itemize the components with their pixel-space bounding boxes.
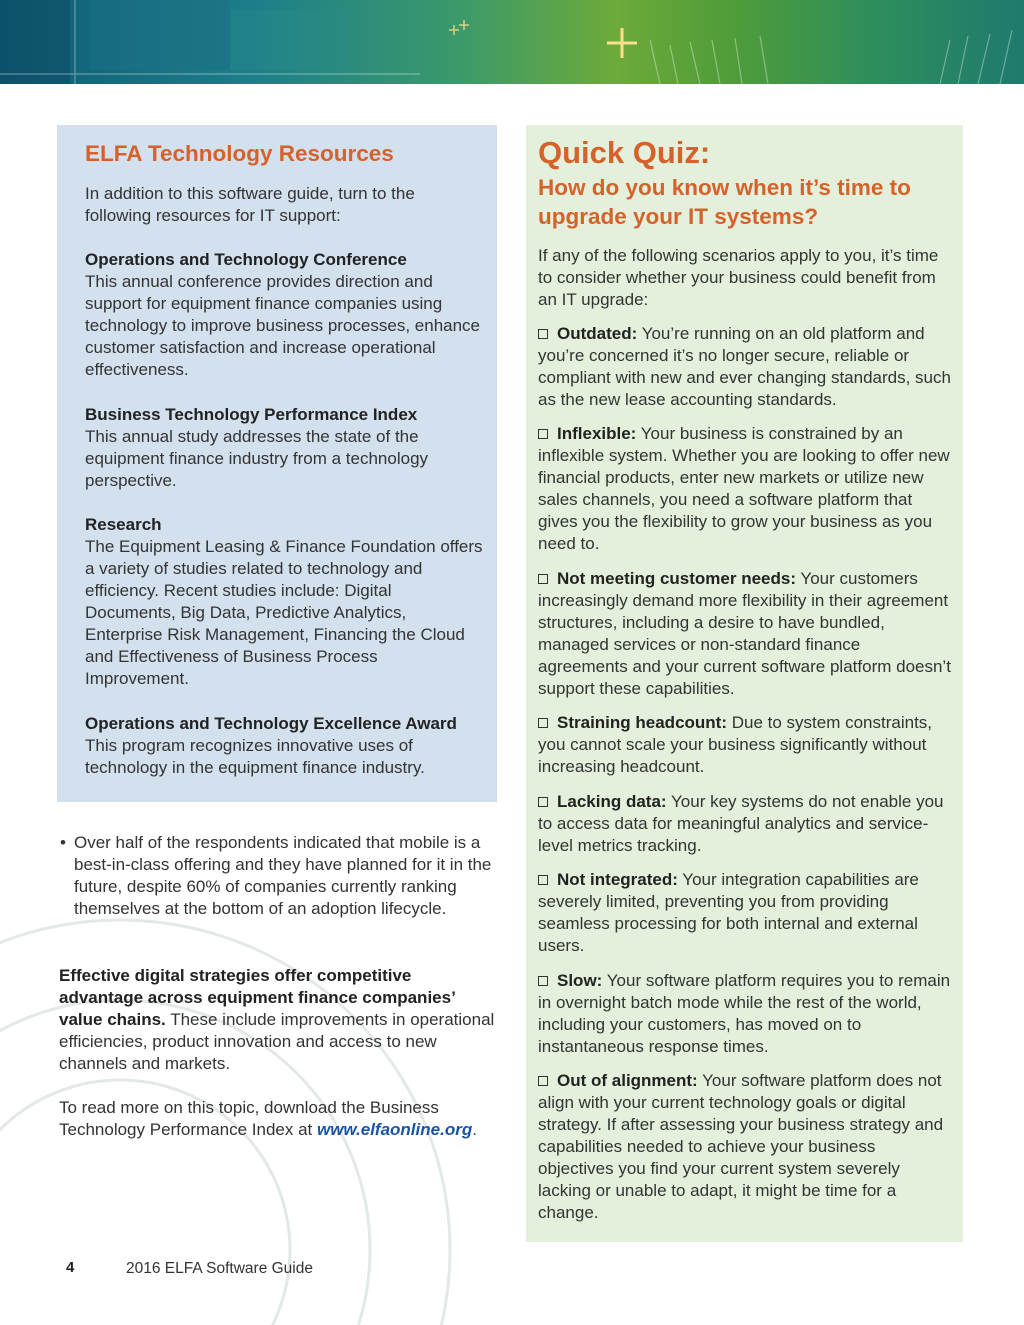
header-banner: [0, 0, 1024, 84]
resource-heading: Operations and Technology Conference: [85, 250, 407, 269]
quiz-item-text: You’re running on an old platform and you’re concerned it’s no longer secure, reliable or compliant with new and ever changing standards, such as the new lease accounting standards.: [538, 324, 951, 409]
resource-item: [85, 514, 485, 690]
quiz-title: Quick Quiz:: [538, 135, 711, 170]
tech-resources-intro: In addition to this software guide, turn to the following resources for IT support:: [85, 184, 415, 225]
resource-body: This annual conference provides direction and support for equipment finance companies using technology to improve business processes, enhance customer satisfaction and increase operational effectiveness.: [85, 272, 481, 379]
checkbox-icon: [538, 1076, 548, 1086]
bullet-text: Over half of the respondents indicated that mobile is a best-in-class offering and they have planned for it in the future, despite 60% of companies currently ranking themselves at the bottom of an adoption lifecycle.: [74, 833, 492, 918]
mobile-bullet: [60, 832, 500, 920]
bullet-marker: •: [60, 833, 66, 852]
resource-body: This annual study addresses the state of the equipment finance industry from a technology perspective.: [85, 427, 429, 490]
quiz-item-text: Your software platform does not align with your current technology goals or digital strategy. If after assessing your business strategy and capabilities needed to achieve your business objectives you find your current system severely lacking or unable to adapt, it might be time for a change.: [538, 1071, 944, 1222]
quiz-item-text: Your customers increasingly demand more flexibility in their agreement structures, including a desire to have bundled, managed services or non-standard finance agreements and your current software platform doesn’t support these capabilities.: [538, 569, 951, 698]
resource-heading: Business Technology Performance Index: [85, 405, 418, 424]
strategies-text: These include improvements in operational efficiencies, product innovation and access to new channels and markets.: [59, 1010, 495, 1073]
footer-title: 2016 ELFA Software Guide: [126, 1260, 313, 1277]
resource-body: The Equipment Leasing & Finance Foundation offers a variety of studies related to technology and efficiency. Recent studies include: Digital Documents, Big Data, Predictive Analytics, Enterprise Risk Management, Financing the Cloud and Effectiveness of Business Process Improvement.: [85, 537, 483, 688]
tech-resources-title: ELFA Technology Resources: [85, 141, 394, 166]
checkbox-icon: [538, 718, 548, 728]
read-more-text: To read more on this topic, download the Business Technology Performance Index at: [59, 1098, 439, 1139]
quiz-item: [538, 568, 953, 700]
resource-item: [85, 404, 485, 492]
checkbox-icon: [538, 976, 548, 986]
read-more-paragraph: [59, 1097, 499, 1141]
read-more-end: .: [472, 1120, 477, 1139]
quiz-item: [538, 869, 953, 957]
quiz-intro: If any of the following scenarios apply to you, it’s time to consider whether your business could benefit from an IT upgrade:: [538, 246, 939, 309]
plus-decoration-icon: [607, 28, 637, 58]
quiz-item: [538, 423, 953, 555]
quiz-item-text: Your business is constrained by an inflexible system. Whether you are looking to offer new financial products, enter new markets or utilize new sales channels, you need a software platform that gives you the flexibility to grow your business as you need to.: [538, 424, 950, 553]
quiz-item: [538, 791, 953, 857]
quiz-item-label: Not meeting customer needs:: [557, 569, 796, 588]
quiz-item-text: Your key systems do not enable you to access data for meaningful analytics and service-level metrics tracking.: [538, 792, 944, 855]
resource-item: [85, 713, 485, 779]
checkbox-icon: [538, 797, 548, 807]
quiz-item-label: Lacking data:: [557, 792, 667, 811]
quiz-item: [538, 323, 953, 411]
elfa-website-link[interactable]: www.elfaonline.org: [316, 1120, 473, 1139]
checkbox-icon: [538, 429, 548, 439]
resource-body: This program recognizes innovative uses of technology in the equipment finance industry.: [85, 736, 425, 777]
quiz-subtitle: How do you know when it’s time to upgrade your IT systems?: [538, 175, 911, 229]
quiz-item-text: Your software platform requires you to remain in overnight batch mode while the rest of the world, including your customers, has moved on to instantaneous response times.: [538, 971, 951, 1056]
quiz-item-label: Not integrated:: [557, 870, 678, 889]
checkbox-icon: [538, 329, 548, 339]
quiz-item: [538, 970, 953, 1058]
quiz-item: [538, 1070, 953, 1224]
quiz-item-label: Straining headcount:: [557, 713, 727, 732]
quiz-item: [538, 712, 953, 778]
resource-heading: Operations and Technology Excellence Award: [85, 714, 457, 733]
strategies-lead: Effective digital strategies offer competitive advantage across equipment finance companies’ value chains.: [59, 966, 455, 1029]
checkbox-icon: [538, 574, 548, 584]
checkbox-icon: [538, 875, 548, 885]
quiz-item-label: Slow:: [557, 971, 603, 990]
quiz-item-label: Out of alignment:: [557, 1071, 698, 1090]
quiz-item-label: Outdated:: [557, 324, 638, 343]
quiz-item-text: Due to system constraints, you cannot scale your business significantly without increasing headcount.: [538, 713, 933, 776]
quiz-item-text: Your integration capabilities are severely limited, preventing you from providing seamless processing for both internal and external users.: [538, 870, 919, 955]
page-number: 4: [66, 1259, 75, 1276]
banner-decoration: [0, 0, 1024, 84]
resource-item: [85, 249, 485, 381]
resource-heading: Research: [85, 515, 162, 534]
strategies-paragraph: [59, 965, 499, 1075]
quiz-item-label: Inflexible:: [557, 424, 637, 443]
